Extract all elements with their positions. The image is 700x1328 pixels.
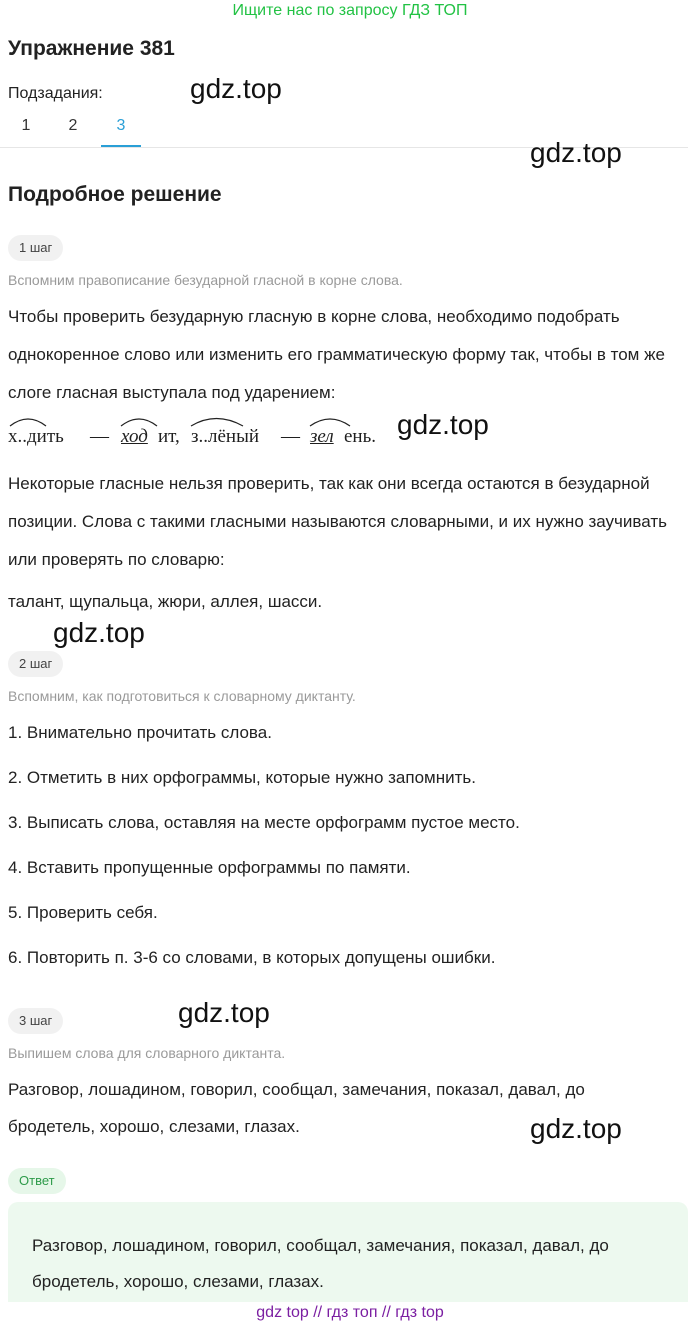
section-title: Подробное решение — [8, 183, 222, 206]
step-description: Выпишем слова для словарного диктанта. — [8, 1045, 286, 1061]
check-word-ending: ит, — [158, 426, 180, 447]
watermark: gdz.top — [530, 137, 622, 168]
list-item: 4. Вставить пропущенные орфограммы по памяти. — [8, 858, 411, 877]
step-description: Вспомним, как подготовиться к словарному диктанту. — [8, 688, 356, 704]
check-word-root: ход — [121, 426, 148, 447]
example-word: х..дить — [8, 426, 64, 447]
root-arc-1 — [10, 419, 46, 426]
watermark: gdz.top — [190, 73, 282, 104]
list-item: 5. Проверить себя. — [8, 903, 158, 922]
active-tab-indicator — [101, 145, 141, 147]
root-arc-2 — [121, 419, 157, 426]
tab-2[interactable]: 2 — [68, 117, 78, 134]
example-word: з..лёный — [191, 426, 260, 447]
subtasks-label: Подзадания: — [8, 85, 103, 102]
watermark: gdz.top — [397, 409, 489, 440]
example-line — [8, 412, 408, 452]
answer-line: Разговор, лошадином, говорил, сообщал, замечания, показал, давал, до — [32, 1236, 609, 1255]
list-item: 2. Отметить в них орфограммы, которые нужно запомнить. — [8, 768, 476, 787]
list-item: 6. Повторить п. 3-6 со словами, в которых допущены ошибки. — [8, 948, 496, 967]
page-title: Упражнение 381 — [8, 37, 175, 60]
tab-1[interactable]: 1 — [21, 117, 31, 134]
top-banner[interactable]: Ищите нас по запросу ГДЗ ТОП — [232, 2, 468, 19]
check-word-root: зел — [310, 426, 334, 447]
solution-line: бродетель, хорошо, слезами, глазах. — [8, 1117, 300, 1136]
watermark: gdz.top — [178, 997, 270, 1028]
step-description: Вспомним правописание безударной гласной в корне слова. — [8, 272, 403, 288]
tab-3[interactable]: 3 — [116, 117, 126, 134]
answer-badge: Ответ — [8, 1168, 66, 1194]
footer-links[interactable]: gdz top // гдз топ // гдз top — [0, 1302, 700, 1328]
root-arc-4 — [310, 419, 350, 426]
step-badge: 1 шаг — [8, 235, 63, 261]
solution-line: Разговор, лошадином, говорил, сообщал, замечания, показал, давал, до — [8, 1080, 585, 1099]
dictionary-words: талант, щупальца, жюри, аллея, шасси. — [8, 592, 323, 611]
check-word-ending: ень. — [344, 426, 377, 447]
dash: — — [281, 426, 300, 447]
step-badge: 2 шаг — [8, 651, 63, 677]
step-badge: 3 шаг — [8, 1008, 63, 1034]
watermark: gdz.top — [530, 1113, 622, 1144]
root-arc-3 — [191, 419, 243, 427]
answer-box — [8, 1202, 688, 1302]
list-item: 3. Выписать слова, оставляя на месте орфограмм пустое место. — [8, 813, 520, 832]
answer-line: бродетель, хорошо, слезами, глазах. — [32, 1272, 324, 1291]
dash: — — [90, 426, 109, 447]
watermark: gdz.top — [53, 617, 145, 648]
step-paragraph: Чтобы проверить безударную гласную в корне слова, необходимо подобрать однокоренное слово или изменить его грамматическую форму так, чтобы в том же слоге гласная выступала под ударением: — [8, 307, 665, 402]
step-paragraph: Некоторые гласные нельзя проверить, так как они всегда остаются в безударной позиции. Слова с такими гласными называются словарными, и их нужно заучивать или проверять по словарю: — [8, 474, 667, 569]
list-item: 1. Внимательно прочитать слова. — [8, 723, 272, 742]
